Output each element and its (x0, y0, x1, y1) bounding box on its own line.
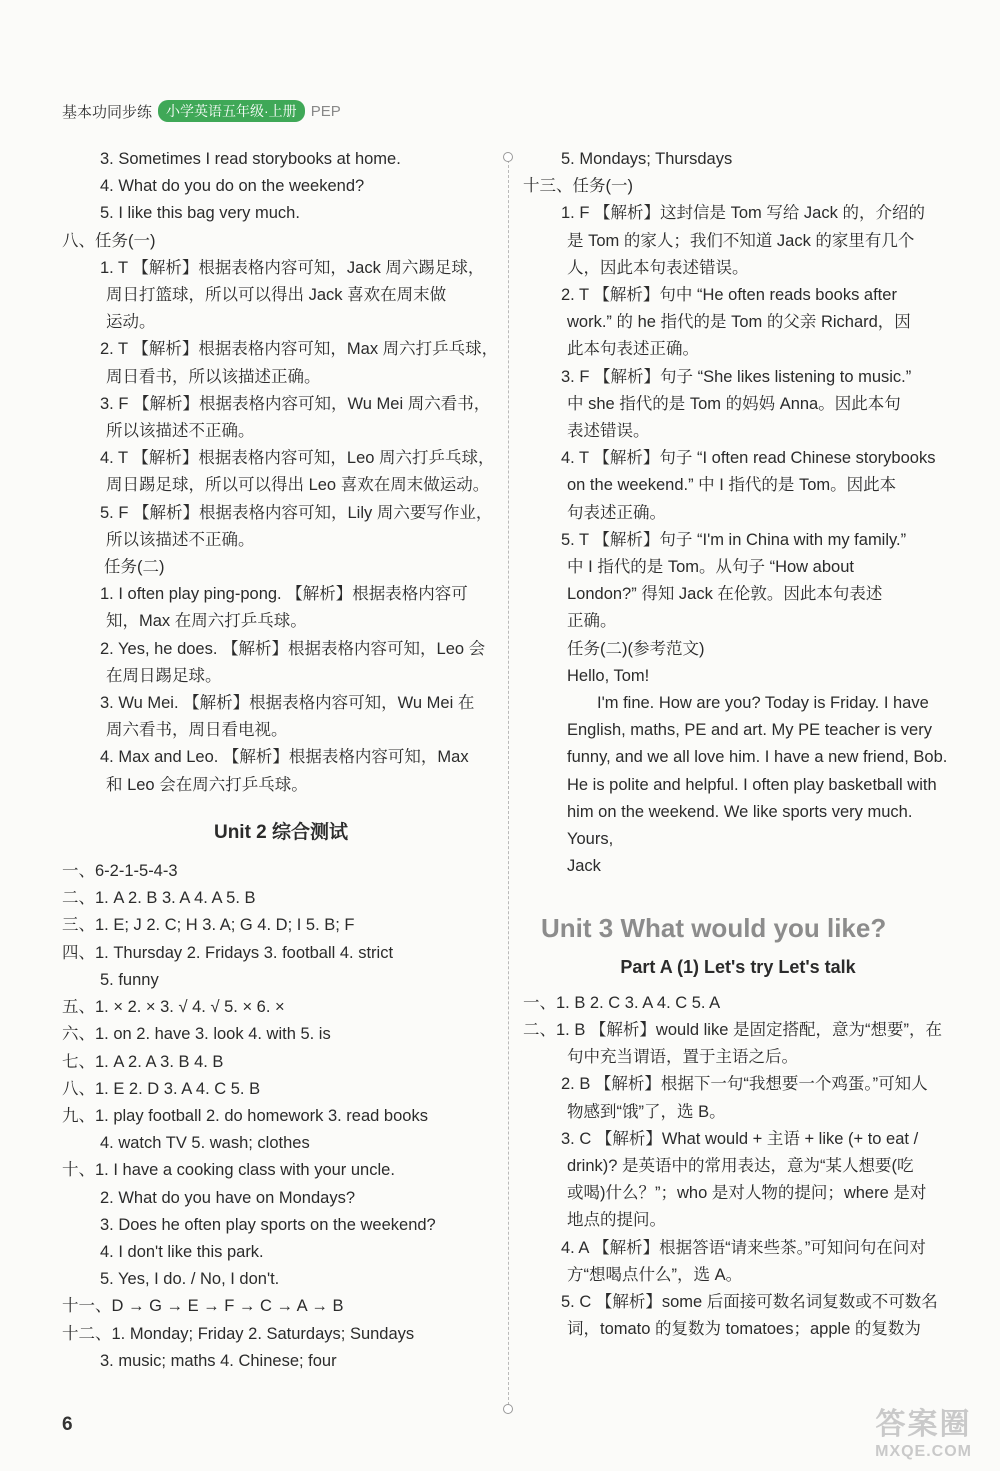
watermark-logo (875, 1399, 972, 1461)
answer-line: 所以该描述不正确。 (106, 530, 255, 549)
answer-line: 1. T 【解析】根据表格内容可知，Jack 周六踢足球， (100, 258, 485, 277)
series-title: 基本功同步练 (62, 103, 153, 121)
answer-line: 2. Yes, he does. 【解析】根据表格内容可知，Leo 会 (100, 639, 486, 658)
answer-line: 5. F 【解析】根据表格内容可知，Lily 周六要写作业， (100, 503, 493, 522)
answer-line: 5. I like this bag very much. (100, 204, 300, 223)
answer-line: 3. F 【解析】句子 “She likes listening to music.” (561, 367, 912, 386)
answer-line: 5. T 【解析】句子 “I'm in China with my family.” (561, 530, 907, 549)
answer-line: 周日看书，所以该描述正确。 (106, 367, 321, 386)
answer-line: 知，Max 在周六打乒乓球。 (106, 612, 307, 631)
answer-line: 2. What do you have on Mondays? (100, 1188, 355, 1207)
answer-line: 五、1. × 2. × 3. √ 4. √ 5. × 6. × (62, 998, 285, 1017)
letter-body (523, 690, 953, 826)
answer-line: 2. T 【解析】句中 “He often reads books after (561, 286, 897, 305)
answer-line: 5. C 【解析】some 后面接可数名词复数或不可数名 (561, 1292, 938, 1311)
watermark-text: 答案圈 (875, 1408, 972, 1441)
letter-closing: Yours, (567, 830, 614, 849)
answer-line: 和 Leo 会在周六打乒乓球。 (106, 775, 308, 794)
watermark-url: MXQE.COM (875, 1443, 972, 1460)
answer-line: 3. C 【解析】What would + 主语 + like (+ to eat / (561, 1129, 919, 1148)
unit2-title: Unit 2 综合测试 (213, 821, 349, 843)
answer-line: 1. F 【解析】这封信是 Tom 写给 Jack 的，介绍的 (561, 204, 925, 223)
answer-line: 4. Max and Leo. 【解析】根据表格内容可知，Max (100, 748, 469, 767)
answer-line: 2. T 【解析】根据表格内容可知，Max 周六打乒乓球， (100, 340, 499, 359)
answer-line: 周六看书，周日看电视。 (106, 721, 288, 740)
binding-ring-bottom (503, 1404, 513, 1414)
section-heading: 任务(二) (104, 558, 165, 577)
answer-line: 七、1. A 2. A 3. B 4. B (62, 1052, 224, 1071)
answer-line: 表述错误。 (567, 422, 650, 441)
answer-line: 4. What do you do on the weekend? (100, 177, 365, 196)
answer-line: 句表述正确。 (567, 503, 666, 522)
answer-line: 十、1. I have a cooking class with your uncle. (62, 1161, 395, 1180)
letter-greeting: Hello, Tom! (567, 666, 650, 685)
left-column (62, 146, 500, 1375)
answer-line: 一、6-2-1-5-4-3 (62, 862, 178, 881)
right-column (523, 146, 953, 1343)
answer-line: 中 I 指代的是 Tom。从句子 “How about (567, 558, 854, 577)
answer-line: work.” 的 he 指代的是 Tom 的父亲 Richard，因 (567, 313, 911, 332)
answer-line: 运动。 (106, 313, 156, 332)
answer-line: 3. Sometimes I read storybooks at home. (100, 150, 401, 168)
answer-line: London?” 得知 Jack 在伦敦。因此本句表述 (567, 585, 883, 604)
answer-line: 词，tomato 的复数为 tomatoes；apple 的复数为 (567, 1320, 921, 1339)
answer-line: 所以该描述不正确。 (106, 422, 255, 441)
answer-line: 4. watch TV 5. wash; clothes (100, 1134, 310, 1153)
answer-line: 九、1. play football 2. do homework 3. read books (62, 1106, 428, 1125)
binding-ring-top (503, 152, 513, 162)
section-heading: 八、任务(一) (62, 231, 156, 250)
answer-line: 4. T 【解析】根据表格内容可知，Leo 周六打乒乓球， (100, 449, 495, 468)
answer-line: 正确。 (567, 612, 617, 631)
answer-line: 3. Wu Mei. 【解析】根据表格内容可知，Wu Mei 在 (100, 694, 475, 713)
edition-label: PEP (310, 102, 341, 120)
letter-paragraph: I'm fine. How are you? Today is Friday. I have English, maths, PE and art. My PE teacher is very funny, and we all love him. I have a new friend, Bob. He is polite and helpful. I often play basketball with him on the weekend. We like sports very much. (567, 694, 948, 821)
answer-line: 在周日踢足球。 (106, 666, 222, 685)
answer-line: 3. Does he often play sports on the weekend? (100, 1215, 436, 1234)
answer-line: 4. I don't like this park. (100, 1242, 264, 1261)
answer-line: 3. F 【解析】根据表格内容可知，Wu Mei 周六看书， (100, 394, 491, 413)
answer-line: 十二、1. Monday; Friday 2. Saturdays; Sundays (62, 1324, 415, 1343)
answer-line: 4. A 【解析】根据答语“请来些茶。”可知问句在问对 (561, 1238, 926, 1257)
answer-line: 5. Mondays; Thursdays (561, 150, 733, 168)
column-divider (508, 160, 509, 1410)
answer-line: 六、1. on 2. have 3. look 4. with 5. is (62, 1025, 331, 1044)
page-header (62, 98, 341, 124)
answer-line: 八、1. E 2. D 3. A 4. C 5. B (62, 1079, 261, 1098)
answer-line: drink)? 是英语中的常用表达，意为“某人想要(吃 (567, 1156, 914, 1175)
answer-line: 二、1. B 【解析】would like 是固定搭配，意为“想要”，在 (523, 1020, 942, 1039)
page-number: 6 (62, 1414, 73, 1435)
answer-line: 是 Tom 的家人；我们不知道 Jack 的家里有几个 (567, 231, 915, 250)
answer-line: 句中充当谓语，置于主语之后。 (567, 1048, 798, 1067)
answer-line: 四、1. Thursday 2. Fridays 3. football 4. strict (62, 943, 394, 962)
answer-line: 3. music; maths 4. Chinese; four (100, 1351, 337, 1370)
section-heading: 十三、任务(一) (523, 177, 633, 196)
answer-line: 5. funny (100, 970, 159, 989)
answer-line: 方“想喝点什么”，选 A。 (567, 1265, 743, 1284)
answer-line: 1. I often play ping-pong. 【解析】根据表格内容可 (100, 585, 468, 604)
answer-line: 周日踢足球，所以可以得出 Leo 喜欢在周末做运动。 (106, 476, 490, 495)
answer-line: 2. B 【解析】根据下一句“我想要一个鸡蛋。”可知人 (561, 1075, 928, 1094)
answer-line: on the weekend.” 中 I 指代的是 Tom。因此本 (567, 476, 897, 495)
answer-line: 二、1. A 2. B 3. A 4. A 5. B (62, 889, 256, 908)
answer-line: 十一、D → G → E → F → C → A → B (62, 1297, 344, 1316)
section-heading: 任务(二)(参考范文) (567, 639, 705, 658)
answer-line: 或喝)什么？”；who 是对人物的提问；where 是对 (567, 1184, 927, 1203)
book-title-badge: 小学英语五年级·上册 (158, 100, 305, 122)
unit3-title: Unit 3 What would you like? (541, 913, 887, 944)
answer-line: 物感到“饿”了，选 B。 (567, 1102, 726, 1121)
answer-line: 中 she 指代的是 Tom 的妈妈 Anna。因此本句 (567, 394, 901, 413)
answer-line: 4. T 【解析】句子 “I often read Chinese storybooks (561, 449, 936, 468)
letter-signature: Jack (567, 857, 601, 876)
answer-line: 5. Yes, I do. / No, I don't. (100, 1270, 280, 1289)
answer-line: 人，因此本句表述错误。 (567, 258, 749, 277)
answer-line: 此本句表述正确。 (567, 340, 699, 359)
answer-line: 周日打篮球，所以可以得出 Jack 喜欢在周末做 (106, 286, 447, 305)
answer-line: 一、1. B 2. C 3. A 4. C 5. A (523, 993, 721, 1012)
answer-line: 三、1. E; J 2. C; H 3. A; G 4. D; I 5. B; F (62, 916, 355, 935)
answer-line: 地点的提问。 (567, 1211, 666, 1230)
part-title: Part A (1) Let's try Let's talk (620, 957, 856, 978)
